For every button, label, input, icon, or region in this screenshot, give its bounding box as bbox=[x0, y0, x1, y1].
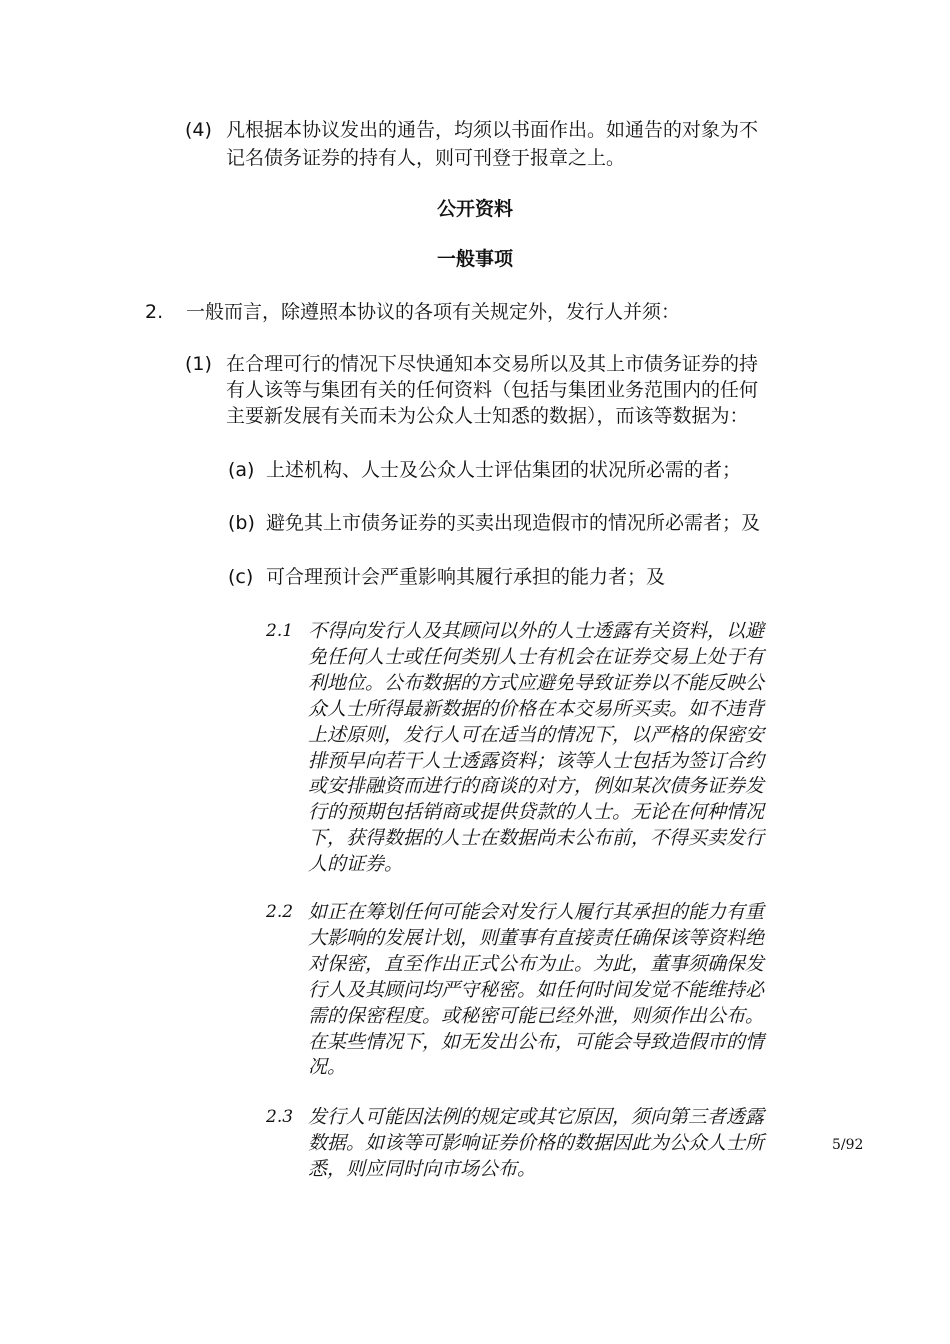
item-1-line-3: 主要新发展有关而未为公众人士知悉的数据），而该等数据为： bbox=[226, 405, 749, 427]
note-line: 或安排融资而进行的商谈的对方，例如某次债务证券发 bbox=[308, 775, 765, 798]
note-line: 人的证券。 bbox=[308, 853, 404, 876]
sub-c-text: 可合理预计会严重影响其履行承担的能力者；及 bbox=[266, 566, 666, 588]
item-4-line-1: 凡根据本协议发出的通告，均须以书面作出。如通告的对象为不 bbox=[226, 119, 759, 141]
page-number: 5/92 bbox=[832, 1137, 864, 1153]
heading-general-matters: 一般事项 bbox=[436, 248, 513, 270]
note-line: 排预早向若干人士透露资料；该等人士包括为签订合约 bbox=[308, 749, 765, 772]
note-2-3-number: 2.3 bbox=[266, 1107, 294, 1127]
sub-b-number: (b) bbox=[228, 512, 255, 534]
note-line: 发行人可能因法例的规定或其它原因，须向第三者透露 bbox=[308, 1106, 765, 1128]
note-line: 数据。如该等可影响证券价格的数据因此为公众人士所 bbox=[308, 1131, 765, 1154]
note-line: 上述原则，发行人可在适当的情况下，以严格的保密安 bbox=[308, 723, 765, 746]
item-4-number: (4) bbox=[185, 119, 212, 141]
note-line: 利地位。公布数据的方式应避免导致证券以不能反映公 bbox=[308, 671, 765, 694]
note-line: 况。 bbox=[308, 1056, 347, 1079]
section-2-text: 一般而言，除遵照本协议的各项有关规定外，发行人并须： bbox=[186, 301, 681, 323]
note-line: 悉，则应同时向市场公布。 bbox=[308, 1157, 537, 1180]
note-line: 对保密，直至作出正式公布为止。为此，董事须确保发 bbox=[308, 952, 765, 975]
note-line: 大影响的发展计划，则董事有直接责任确保该等资料绝 bbox=[308, 926, 765, 949]
note-line: 众人士所得最新数据的价格在本交易所买卖。如不违背 bbox=[308, 697, 765, 720]
sub-a-number: (a) bbox=[228, 459, 255, 481]
note-line: 如正在筹划任何可能会对发行人履行其承担的能力有重 bbox=[308, 901, 765, 923]
sub-b-text: 避免其上市债务证券的买卖出现造假市的情况所必需者；及 bbox=[266, 512, 761, 534]
heading-public-information: 公开资料 bbox=[436, 198, 513, 220]
item-1-number: (1) bbox=[185, 353, 212, 375]
item-4-line-2: 记名债务证券的持有人，则可刊登于报章之上。 bbox=[226, 147, 626, 169]
note-line: 行人及其顾问均严守秘密。如任何时间发觉不能维持必 bbox=[308, 978, 765, 1001]
item-1-line-2: 有人该等与集团有关的任何资料（包括与集团业务范围内的任何 bbox=[226, 379, 759, 401]
note-line: 不得向发行人及其顾问以外的人士透露有关资料，以避 bbox=[308, 620, 765, 642]
note-line: 需的保密程度。或秘密可能已经外泄，则须作出公布。 bbox=[308, 1004, 765, 1027]
note-line: 行的预期包括销商或提供贷款的人士。无论在何种情况 bbox=[308, 801, 765, 824]
note-line: 免任何人士或任何类别人士有机会在证券交易上处于有 bbox=[308, 645, 765, 668]
item-1-line-1: 在合理可行的情况下尽快通知本交易所以及其上市债务证券的持 bbox=[226, 353, 759, 375]
note-2-2-number: 2.2 bbox=[266, 902, 294, 922]
note-line: 下，获得数据的人士在数据尚未公布前，不得买卖发行 bbox=[308, 827, 765, 850]
sub-c-number: (c) bbox=[228, 566, 254, 588]
section-2-number: 2. bbox=[145, 301, 164, 323]
note-2-1-number: 2.1 bbox=[266, 621, 294, 641]
sub-a-text: 上述机构、人士及公众人士评估集团的状况所必需的者； bbox=[266, 459, 742, 481]
note-line: 在某些情况下，如无发出公布，可能会导致造假市的情 bbox=[308, 1030, 765, 1053]
